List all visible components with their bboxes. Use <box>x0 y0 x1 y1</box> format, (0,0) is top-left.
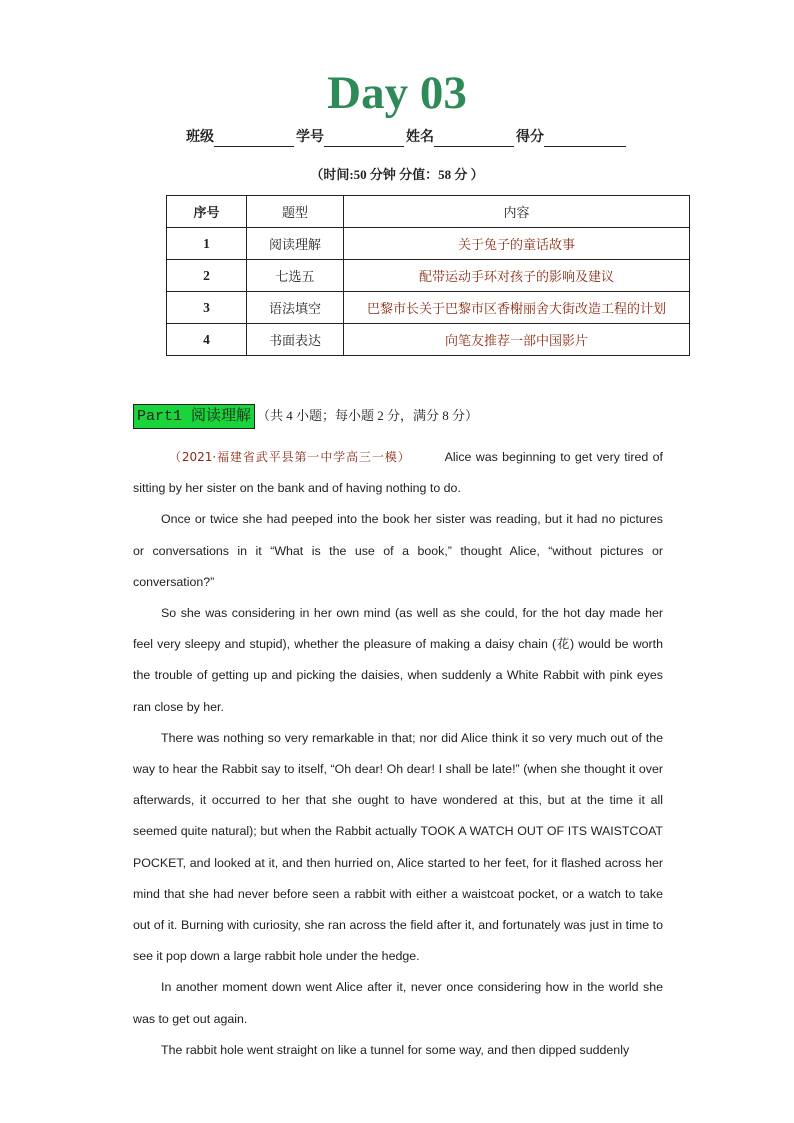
table-row <box>167 292 690 324</box>
part-badge: Part1 阅读理解 <box>133 404 255 429</box>
header-type: 题型 <box>247 196 344 228</box>
row-number: 2 <box>167 260 247 292</box>
row-type: 七选五 <box>247 260 344 292</box>
row-content: 巴黎市长关于巴黎市区香榭丽舍大街改造工程的计划 <box>344 292 690 324</box>
table-row <box>167 228 690 260</box>
score-blank[interactable] <box>544 132 626 147</box>
passage-paragraph: In another moment down went Alice after it, never once considering how in the world she was to get out again. <box>133 980 663 1026</box>
reading-passage <box>133 442 663 1066</box>
row-content: 关于兔子的童话故事 <box>344 228 690 260</box>
part-note: （共 4 小题；每小题 2 分，满分 8 分） <box>257 408 479 423</box>
passage-source: （2021·福建省武平县第一中学高三一模） <box>169 450 411 464</box>
row-content: 向笔友推荐一部中国影片 <box>344 324 690 356</box>
row-type: 阅读理解 <box>247 228 344 260</box>
passage-paragraph: There was nothing so very remarkable in that; nor did Alice think it so very much out of the way to hear the Rabbit say to itself, “Oh dear! Oh dear! I shall be late!” (when she thought it over afterwards, it occurred to her that she ought to have wondered at this, but at the time it all seemed quite natural); but when the Rabbit actually TOOK A WATCH OUT OF ITS WAISTCOAT POCKET, and looked at it, and then hurried on, Alice started to her feet, for it flashed across her mind that she had never before seen a rabbit with either a waistcoat pocket, or a watch to take out of it. Burning with curiosity, she ran across the field after it, and fortunately was just in time to see it pop down a large rabbit hole under the hedge. <box>133 730 663 964</box>
row-number: 3 <box>167 292 247 324</box>
name-blank[interactable] <box>434 132 514 147</box>
passage-paragraph: The rabbit hole went straight on like a tunnel for some way, and then dipped suddenly <box>161 1042 630 1057</box>
row-type: 语法填空 <box>247 292 344 324</box>
passage-paragraph: So she was considering in her own mind (as well as she could, for the hot day made her feel very sleepy and stupid), whether the pleasure of making a daisy chain (花) would be worth the trouble of getting up and picking the daisies, when suddenly a White Rabbit with pink eyes ran close by her. <box>133 606 663 714</box>
row-content: 配带运动手环对孩子的影响及建议 <box>344 260 690 292</box>
paragraph-text: Alice was beginning to get very tired of sitting by her sister on the bank and of having nothing to do. <box>133 450 663 496</box>
row-type: 书面表达 <box>247 324 344 356</box>
student-id-label: 学号 <box>296 130 324 145</box>
row-number: 4 <box>167 324 247 356</box>
table-row <box>167 324 690 356</box>
page-title: Day 03 <box>327 67 467 119</box>
passage-paragraph <box>133 442 663 504</box>
row-number: 1 <box>167 228 247 260</box>
student-id-blank[interactable] <box>324 132 404 147</box>
header-content: 内容 <box>344 196 690 228</box>
header-number: 序号 <box>167 196 247 228</box>
part-heading <box>133 404 478 429</box>
class-label: 班级 <box>186 130 214 145</box>
name-label: 姓名 <box>406 130 434 145</box>
student-info-line <box>186 129 628 147</box>
timing-info: （时间:50 分钟 分值：58 分 ） <box>310 167 484 182</box>
passage-paragraph: Once or twice she had peeped into the book her sister was reading, but it had no pictures or conversations in it “What is the use of a book,” thought Alice, “without pictures or conversation?” <box>133 512 663 589</box>
table-header-row <box>167 196 690 228</box>
table-row <box>167 260 690 292</box>
overview-table <box>166 195 690 356</box>
score-label: 得分 <box>516 130 544 145</box>
class-blank[interactable] <box>214 132 294 147</box>
